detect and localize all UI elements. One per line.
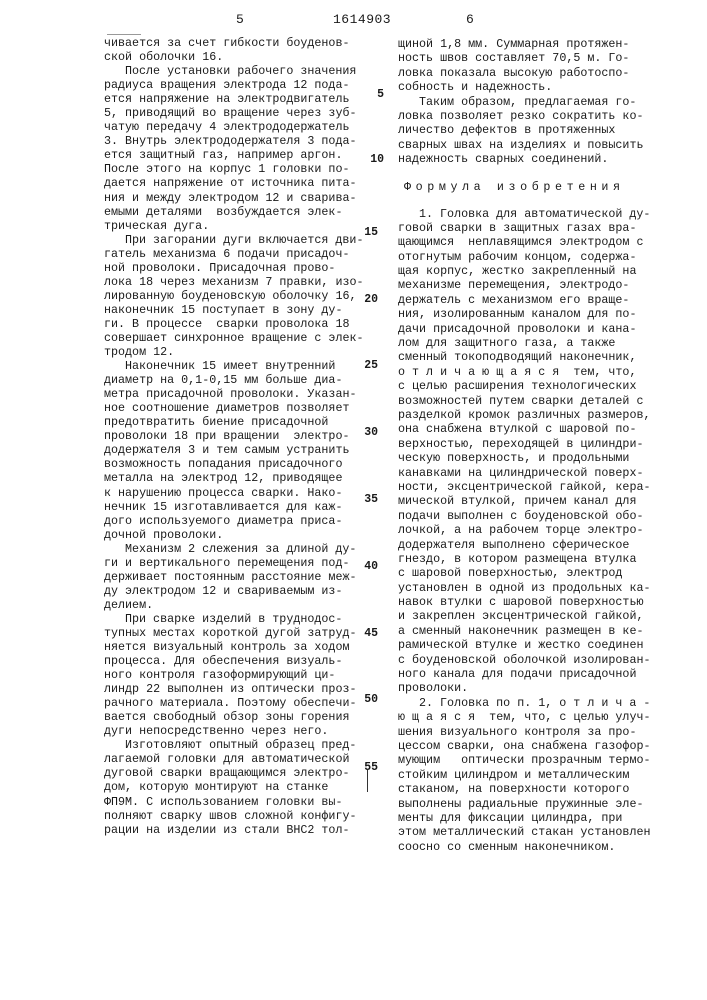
paragraph xyxy=(104,36,366,64)
text-line: наконечник 15 поступает в зону ду- xyxy=(104,303,366,317)
text-line: рации на изделии из стали ВНС2 тол- xyxy=(104,823,366,837)
text-line: сменный токоподводящий наконечник, xyxy=(398,350,688,364)
line-number: 40 xyxy=(356,560,378,573)
text-line: совершает синхронное вращение с элек- xyxy=(104,331,366,345)
text-line: возможностей путем сварки деталей с xyxy=(398,394,688,408)
text-line: ного канала для подачи присадочной xyxy=(398,667,688,681)
text-line: После этого на корпус 1 головки по- xyxy=(104,162,366,176)
text-line: установлен в одной из продольных ка- xyxy=(398,581,688,595)
text-line: щающимся неплавящимся электродом с xyxy=(398,235,688,249)
text-line: дается напряжение от источника пита- xyxy=(104,176,366,190)
paragraph xyxy=(398,95,688,167)
text-line: менты для фиксации цилиндра, при xyxy=(398,811,688,825)
paragraph xyxy=(104,542,366,612)
text-line: ю щ а я с я тем, что, с целью улуч- xyxy=(398,710,688,724)
paragraph xyxy=(104,612,366,738)
text-line: При сварке изделий в труднодос- xyxy=(104,612,366,626)
text-line: няется визуальный контроль за ходом xyxy=(104,640,366,654)
text-line: ги и вертикального перемещения под- xyxy=(104,556,366,570)
text-line: и закреплен эксцентрической гайкой, xyxy=(398,609,688,623)
text-line: рачного материала. Поэтому обеспечи- xyxy=(104,696,366,710)
text-line: Наконечник 15 имеет внутренний xyxy=(104,359,366,373)
text-line: а сменный наконечник размещен в ке- xyxy=(398,624,688,638)
text-line: стаканом, на поверхности которого xyxy=(398,782,688,796)
text-line: лом для защитного газа, а также xyxy=(398,336,688,350)
text-line: Механизм 2 слежения за длиной ду- xyxy=(104,542,366,556)
text-line: ния, изолированным каналом для по- xyxy=(398,307,688,321)
text-line: канавками на цилиндрической поверх- xyxy=(398,466,688,480)
text-line: с боуденовской оболочкой изолирован- xyxy=(398,653,688,667)
text-line: дочной проволоки. xyxy=(104,528,366,542)
text-line: отогнутым рабочим концом, содержа- xyxy=(398,250,688,264)
text-line: Таким образом, предлагаемая го- xyxy=(398,95,688,109)
paragraph xyxy=(398,37,688,95)
text-line: процесса. Для обеспечения визуаль- xyxy=(104,654,366,668)
text-line: ги. В процессе сварки проволока 18 xyxy=(104,317,366,331)
line-number: 50 xyxy=(356,693,378,706)
line-number: 5 xyxy=(362,88,384,101)
paragraph xyxy=(104,738,366,836)
text-line: линдр 22 выполнен из оптически проз- xyxy=(104,682,366,696)
line-number: 25 xyxy=(356,359,378,372)
text-line: 3. Внутрь электрододержателя 3 пода- xyxy=(104,134,366,148)
header-rule xyxy=(107,34,141,35)
text-line: ется напряжение на электродвигатель xyxy=(104,92,366,106)
text-line: держатель с механизмом его враще- xyxy=(398,293,688,307)
page-number-left: 5 xyxy=(236,12,244,27)
text-line: дуговой сварки вращающимся электро- xyxy=(104,766,366,780)
text-line: с целью расширения технологических xyxy=(398,379,688,393)
line-number: 55 xyxy=(356,761,378,774)
text-line: тродом 12. xyxy=(104,345,366,359)
text-line: ность швов составляет 70,5 м. Го- xyxy=(398,51,688,65)
text-line: делием. xyxy=(104,598,366,612)
text-line: трическая дуга. xyxy=(104,219,366,233)
text-line: ния и между электродом 12 и сварива- xyxy=(104,191,366,205)
text-line: проволоки 18 при вращении электро- xyxy=(104,429,366,443)
text-line: собность и надежность. xyxy=(398,80,688,94)
text-line: ской оболочки 16. xyxy=(104,50,366,64)
margin-mark xyxy=(367,770,368,792)
text-line: 2. Головка по п. 1, о т л и ч а - xyxy=(398,696,688,710)
claims-heading: Формула изобретения xyxy=(398,180,688,194)
text-line: ное соотношение диаметров позволяет xyxy=(104,401,366,415)
text-line: этом металлический стакан установлен xyxy=(398,825,688,839)
text-line: диаметр на 0,1-0,15 мм больше диа- xyxy=(104,373,366,387)
text-line: дуги непосредственно через него. xyxy=(104,724,366,738)
text-line: вается свободный обзор зоны горения xyxy=(104,710,366,724)
text-line: личество дефектов в протяженных xyxy=(398,123,688,137)
text-line: с шаровой поверхностью, электрод xyxy=(398,566,688,580)
text-line: При загорании дуги включается дви- xyxy=(104,233,366,247)
text-line: Изготовляют опытный образец пред- xyxy=(104,738,366,752)
text-line: щиной 1,8 мм. Суммарная протяжен- xyxy=(398,37,688,51)
page-number-right: 6 xyxy=(466,12,474,27)
text-line: лированную боуденовскую оболочку 16, xyxy=(104,289,366,303)
text-line: ФП9М. С использованием головки вы- xyxy=(104,795,366,809)
text-line: подачи выполнен с боуденовской обо- xyxy=(398,509,688,523)
text-line: ческую поверхность, и продольными xyxy=(398,451,688,465)
text-line: рамической втулке и жестко соединен xyxy=(398,638,688,652)
text-line: полняют сварку швов сложной конфигу- xyxy=(104,809,366,823)
text-line: ловка показала высокую работоспо- xyxy=(398,66,688,80)
text-line: ется защитный газ, например аргон. xyxy=(104,148,366,162)
text-line: соосно со сменным наконечником. xyxy=(398,840,688,854)
text-line: ду электродом 12 и свариваемым из- xyxy=(104,584,366,598)
text-line: гнездо, в котором размещена втулка xyxy=(398,552,688,566)
text-line: ной проволоки. Присадочная прово- xyxy=(104,261,366,275)
text-line: металла на электрод 12, приводящее xyxy=(104,471,366,485)
paragraph xyxy=(104,64,366,233)
text-line: разделкой кромок различных размеров, xyxy=(398,408,688,422)
text-line: о т л и ч а ю щ а я с я тем, что, xyxy=(398,365,688,379)
text-line: верхностью, переходящей в цилиндри- xyxy=(398,437,688,451)
text-line: чатую передачу 4 электрододержатель xyxy=(104,120,366,134)
left-text-column xyxy=(104,36,366,837)
text-line: мующим оптически прозрачным термо- xyxy=(398,753,688,767)
text-line: лочкой, а на рабочем торце электро- xyxy=(398,523,688,537)
text-line: тупных местах короткой дугой затруд- xyxy=(104,626,366,640)
text-line: механизме перемещения, электродо- xyxy=(398,278,688,292)
text-line: дом, которую монтируют на станке xyxy=(104,780,366,794)
text-line: лагаемой головки для автоматической xyxy=(104,752,366,766)
text-line: гатель механизма 6 подачи присадоч- xyxy=(104,247,366,261)
text-line: лока 18 через механизм 7 правки, изо- xyxy=(104,275,366,289)
text-line: навок втулки с шаровой поверхностью xyxy=(398,595,688,609)
text-line: ного контроля газоформирующий ци- xyxy=(104,668,366,682)
line-number: 45 xyxy=(356,627,378,640)
text-line: дачи присадочной проволоки и кана- xyxy=(398,322,688,336)
text-line: шения визуального контроля за про- xyxy=(398,725,688,739)
text-line: говой сварки в защитных газах вра- xyxy=(398,221,688,235)
text-line: щая корпус, жестко закрепленный на xyxy=(398,264,688,278)
line-number: 10 xyxy=(362,153,384,166)
text-line: метра присадочной проволоки. Указан- xyxy=(104,387,366,401)
text-line: 5, приводящий во вращение через зуб- xyxy=(104,106,366,120)
text-line: она снабжена втулкой с шаровой по- xyxy=(398,422,688,436)
text-line: возможность попадания присадочного xyxy=(104,457,366,471)
text-line: надежность сварных соединений. xyxy=(398,152,688,166)
text-line: додержателя 3 и тем самым устранить xyxy=(104,443,366,457)
text-line: к нарушению процесса сварки. Нако- xyxy=(104,486,366,500)
patent-number: 1614903 xyxy=(333,12,391,27)
line-number: 15 xyxy=(356,226,378,239)
text-line: сварных швах на изделиях и повысить xyxy=(398,138,688,152)
text-line: нечник 15 изготавливается для каж- xyxy=(104,500,366,514)
text-line: емыми деталями возбуждается элек- xyxy=(104,205,366,219)
text-line: цессом сварки, она снабжена газофор- xyxy=(398,739,688,753)
text-line: держивает постоянным расстояние меж- xyxy=(104,570,366,584)
line-number: 35 xyxy=(356,493,378,506)
text-line: выполнены радиальные пружинные эле- xyxy=(398,797,688,811)
text-line: стойким цилиндром и металлическим xyxy=(398,768,688,782)
line-number: 30 xyxy=(356,426,378,439)
text-line: радиуса вращения электрода 12 пода- xyxy=(104,78,366,92)
line-number: 20 xyxy=(356,293,378,306)
paragraph xyxy=(398,207,688,696)
text-line: После установки рабочего значения xyxy=(104,64,366,78)
text-line: мической втулкой, причем канал для xyxy=(398,494,688,508)
text-line: 1. Головка для автоматической ду- xyxy=(398,207,688,221)
paragraph xyxy=(398,696,688,854)
right-text-column xyxy=(398,37,688,854)
text-line: проволоки. xyxy=(398,681,688,695)
text-line: дого используемого диаметра приса- xyxy=(104,514,366,528)
text-line: ловка позволяет резко сократить ко- xyxy=(398,109,688,123)
text-line: додержателя выполнено сферическое xyxy=(398,538,688,552)
text-line: ности, эксцентрической гайкой, кера- xyxy=(398,480,688,494)
text-line: чивается за счет гибкости боуденов- xyxy=(104,36,366,50)
paragraph xyxy=(104,233,366,359)
text-line: предотвратить биение присадочной xyxy=(104,415,366,429)
paragraph xyxy=(104,359,366,542)
